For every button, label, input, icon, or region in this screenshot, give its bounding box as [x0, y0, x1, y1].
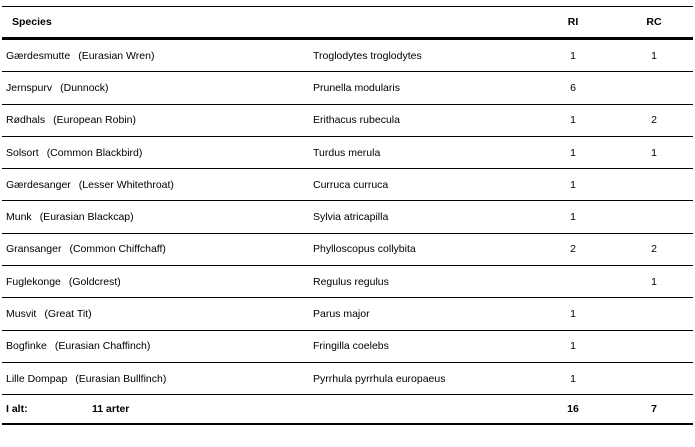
- latin-name: Phylloscopus collybita: [313, 243, 416, 256]
- total-rc: 7: [651, 403, 657, 416]
- danish-name: Lille Dompap: [6, 372, 68, 385]
- danish-name: Gærdesmutte: [6, 49, 71, 62]
- species-name: [6, 308, 92, 320]
- english-name: (Goldcrest): [68, 275, 121, 288]
- total-ri: 16: [567, 403, 579, 416]
- ri-value: 1: [570, 372, 576, 385]
- table-row: [2, 201, 693, 233]
- table-row: [2, 72, 693, 104]
- species-name: [6, 243, 166, 255]
- ri-value: 1: [570, 211, 576, 224]
- ri-value: 1: [570, 114, 576, 127]
- species-name: [6, 82, 109, 94]
- english-name: (Common Chiffchaff): [69, 243, 166, 256]
- english-name: (Lesser Whitethroat): [78, 178, 174, 191]
- header-species: Species: [12, 16, 52, 28]
- species-name: [6, 276, 121, 288]
- species-name: [6, 340, 150, 352]
- ri-value: 1: [570, 308, 576, 321]
- latin-name: Turdus merula: [313, 146, 381, 159]
- danish-name: Bogfinke: [6, 340, 47, 353]
- english-name: (Dunnock): [60, 81, 109, 94]
- species-table: [2, 6, 693, 425]
- latin-name: Sylvia atricapilla: [313, 211, 389, 224]
- ri-value: 2: [570, 243, 576, 256]
- latin-name: Regulus regulus: [313, 275, 389, 288]
- ri-value: 1: [570, 49, 576, 62]
- english-name: (Eurasian Chaffinch): [54, 340, 151, 353]
- ri-value: 1: [570, 146, 576, 159]
- ri-value: 1: [570, 178, 576, 191]
- table-row: [2, 105, 693, 137]
- table-row: [2, 331, 693, 363]
- latin-name: Troglodytes troglodytes: [313, 49, 422, 62]
- danish-name: Gærdesanger: [6, 178, 71, 191]
- total-label: I alt:: [6, 403, 28, 416]
- table-row: [2, 40, 693, 72]
- species-name: [6, 211, 134, 223]
- latin-name: Parus major: [313, 308, 370, 321]
- latin-name: Prunella modularis: [313, 81, 400, 94]
- rc-value: 2: [651, 243, 657, 256]
- species-name: [6, 147, 142, 159]
- danish-name: Munk: [6, 211, 32, 224]
- species-name: [6, 50, 154, 62]
- table-row: [2, 363, 693, 395]
- rc-value: 2: [651, 114, 657, 127]
- table-row: [2, 266, 693, 298]
- english-name: (Common Blackbird): [46, 146, 143, 159]
- total-count: 11 arter: [92, 403, 130, 416]
- rc-value: 1: [651, 146, 657, 159]
- danish-name: Musvit: [6, 308, 37, 321]
- total-row: [2, 395, 693, 425]
- header-rc: RC: [646, 16, 662, 28]
- latin-name: Fringilla coelebs: [313, 340, 389, 353]
- species-name: [6, 114, 136, 126]
- latin-name: Curruca curruca: [313, 178, 389, 191]
- english-name: (Eurasian Bullfinch): [75, 372, 167, 385]
- table-row: [2, 234, 693, 266]
- danish-name: Jernspurv: [6, 81, 53, 94]
- english-name: (Eurasian Wren): [78, 49, 155, 62]
- latin-name: Erithacus rubecula: [313, 114, 400, 127]
- danish-name: Solsort: [6, 146, 39, 159]
- english-name: (European Robin): [53, 114, 136, 127]
- english-name: (Eurasian Blackcap): [39, 211, 134, 224]
- table-row: [2, 169, 693, 201]
- species-name: [6, 179, 174, 191]
- latin-name: Pyrrhula pyrrhula europaeus: [313, 372, 446, 385]
- danish-name: Fuglekonge: [6, 275, 61, 288]
- table-row: [2, 298, 693, 330]
- rc-value: 1: [651, 275, 657, 288]
- table-header: [2, 6, 693, 40]
- species-name: [6, 373, 166, 385]
- english-name: (Great Tit): [44, 308, 92, 321]
- table-row: [2, 137, 693, 169]
- ri-value: 6: [570, 81, 576, 94]
- danish-name: Rødhals: [6, 114, 46, 127]
- table-body: [2, 40, 693, 395]
- danish-name: Gransanger: [6, 243, 62, 256]
- header-ri: RI: [567, 16, 579, 28]
- rc-value: 1: [651, 49, 657, 62]
- ri-value: 1: [570, 340, 576, 353]
